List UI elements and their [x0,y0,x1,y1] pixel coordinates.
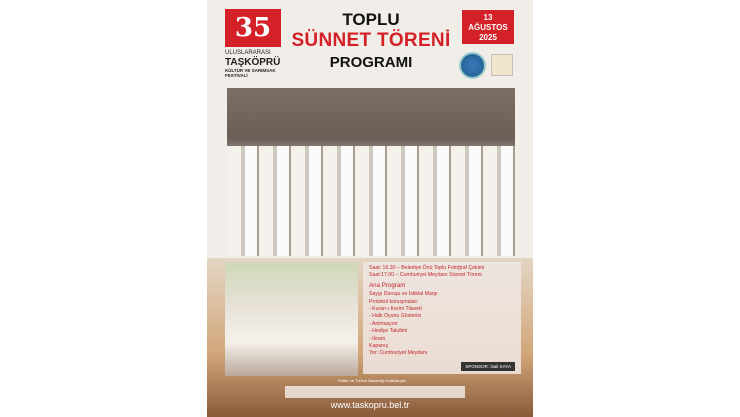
date-badge [462,10,514,44]
program-item: - İkram [369,335,386,342]
logo-line2: TAŞKÖPRÜ [225,57,281,68]
program-box [363,262,521,374]
partner-logo-icon [491,54,513,76]
poster-title [289,10,453,71]
time-1: Saat: 16.30 – Belediye Önü Toplu Fotoğraf Çekimi [369,265,485,271]
program-item: - Animasyon [369,320,398,327]
date-year: 2025 [479,33,497,42]
program-item: - Halk Oyunu Gösterisi [369,313,422,320]
program-location: Yer: Cumhuriyet Meydanı [369,350,428,357]
festival-logo-text [225,49,287,78]
program-heading: Ana Program [369,281,406,289]
website-url: www.taskopru.bel.tr [330,400,410,410]
date-day: 13 [483,13,493,22]
logo-line3: KÜLTÜR VE SARIMSAK FESTİVALİ [225,68,276,78]
partner-logos-strip [285,386,465,398]
event-poster [207,0,533,417]
title-line1: TOPLU [342,10,400,29]
title-line2: SÜNNET TÖRENİ [291,30,451,51]
partners-title: Kültür ve Turizm Bakanlığı Katkılarıyla [338,378,406,383]
time-2: Saat:17.00 – Cumhuriyet Meydanı Sünnet Töreni [369,272,482,279]
children-photo [225,262,358,376]
group-photo [227,88,515,256]
sponsor-label: SPONSOR: İsali KAYA [461,362,515,371]
program-item: - Hediye Takdimi [369,328,408,335]
festival-logo: 35 [225,9,281,47]
title-line3: PROGRAMI [329,54,413,71]
municipality-seal-icon [459,52,486,79]
program-intro: Protokol konuşmaları [369,298,418,305]
program-intro: Saygı Duruşu ve İstiklal Marşı [369,291,438,298]
program-item: - Kuran-ı Kerim Tilaveti [369,306,422,313]
date-month: AĞUSTOS [468,23,508,32]
children-in-costumes [227,146,515,256]
logo-line1: ULUSLARARASI [225,50,271,56]
program-item: Kapanış [369,343,389,350]
